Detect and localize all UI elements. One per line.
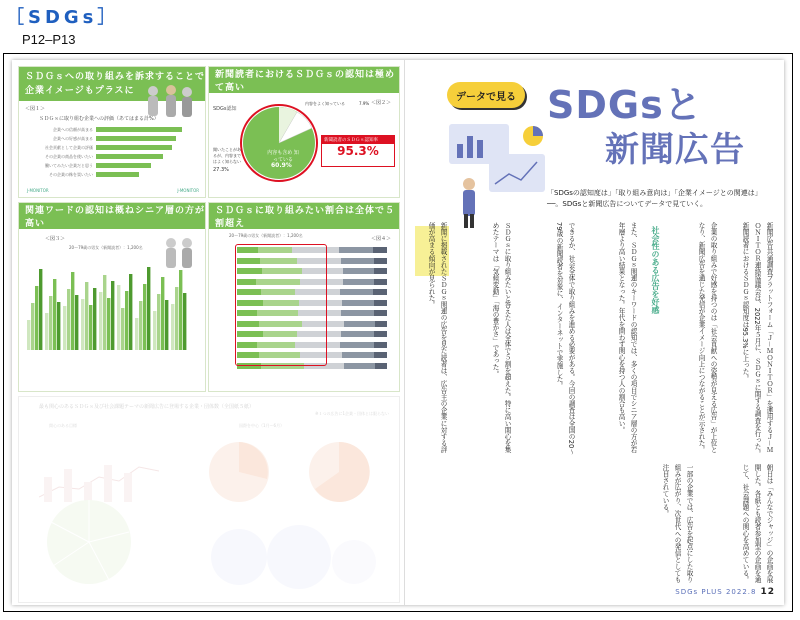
column-bar [135, 318, 138, 350]
bar-row [23, 172, 139, 177]
stacked-segment [374, 268, 387, 274]
bar [96, 163, 151, 168]
stacked-segment [374, 310, 387, 316]
stacked-segment [374, 300, 387, 306]
stacked-segment [341, 331, 374, 337]
panel-willingness [208, 202, 400, 392]
stacked-segment [344, 321, 375, 327]
pie-label-small: 内容をよく知っている [305, 101, 345, 106]
column-bar [31, 303, 34, 350]
column-bar [103, 275, 106, 350]
chart-caption: 20〜79歳の男女（新聞読者）：1,200名 [229, 233, 303, 238]
figure-label: ＜図１＞ [25, 106, 46, 112]
stacked-segment [342, 300, 374, 306]
people-illustration [139, 81, 199, 121]
column-bar [171, 304, 174, 350]
right-page [404, 60, 784, 605]
bar [96, 154, 163, 159]
column-bar [35, 286, 38, 350]
panel-title: 関連ワードの認知は概ねシニア層の方が高い [25, 206, 206, 229]
stacked-segment [339, 247, 374, 253]
body-column-7: 朝日は「みんなでジャッジ」の企画を展開した。各紙とも読者参加型の企画を通じて、社会課題への関心を高めている。 [741, 464, 773, 583]
stacked-segment [340, 342, 374, 348]
bar-row [23, 163, 151, 168]
stacked-segment [375, 321, 387, 327]
column-bar [49, 296, 52, 350]
column-bar [39, 269, 42, 350]
panel-title: 新聞読者におけるＳＤＧｓの認知は極めて高い [215, 70, 396, 93]
pie-value-small: 7.9% [359, 101, 370, 106]
panel-title-line1: ＳＤＧｓへの取り組みを訴求することで [25, 72, 206, 82]
bar-label: その企業の商品を使いたい [45, 153, 93, 159]
pie-label-other: 聞いたことがあるが、内容まではよく知らない [213, 147, 241, 164]
stacked-segment [375, 363, 387, 369]
figure-label: ＜図３＞ [45, 236, 66, 242]
callout-label: 新聞読者のＳＤＧｓ認知率 [322, 136, 394, 144]
column-bar [161, 277, 164, 350]
stacked-segment [374, 279, 387, 285]
column-bar [157, 294, 160, 350]
data-badge: データで見る [447, 82, 525, 108]
body-column-6: 新聞に掲載されたＳＤＧｓ関連の広告を見た読者は、広告主の企業に対する評価が高まる傾向が見られた。 [427, 222, 447, 453]
column-bar [179, 270, 182, 350]
bar-label: 企業への信頼が高まる [53, 126, 93, 132]
awareness-callout [321, 135, 395, 167]
fade-overlay [19, 397, 399, 602]
body-column-3: また、ＳＤＧｓ関連のキーワードの認知では、多くの項目でシニア層の方が若年層より高い結果となった。年代を問わず関心を持つ人の割合も高い。 [617, 222, 637, 453]
page-range: P12–P13 [22, 32, 76, 47]
stacked-segment [344, 363, 374, 369]
section-title: ［SDGs］ [6, 7, 120, 28]
column-bar [89, 305, 92, 350]
column-bar [111, 281, 114, 350]
stacked-segment [374, 258, 387, 264]
chart-caption: 20〜79歳の男女（新聞読者）：1,200名 [69, 245, 143, 250]
figure-label: ＜図２＞ [370, 100, 391, 106]
headline-line2: 新聞広告 [605, 130, 745, 170]
column-bar [53, 279, 56, 350]
page-number: 12 [760, 587, 775, 597]
column-bar [99, 292, 102, 350]
chart-caption: ＳＤＧｓに取り組む企業への評価（あてはまる計%） [39, 116, 159, 122]
column-bar [27, 320, 30, 350]
body-column-5: ＳＤＧｓに取り組みたいと答えた人は全体で５割を超えた。特に高い関心を集めたテーマは「気候変動」「海の豊かさ」であった。 [491, 222, 511, 453]
panel-header [209, 203, 399, 229]
bar-row [23, 127, 182, 132]
stacked-segment [341, 258, 374, 264]
highlight-box [235, 244, 327, 366]
stacked-bar-chart [217, 247, 393, 377]
figure-label: ＜図４＞ [370, 236, 391, 242]
bar [96, 172, 139, 177]
footer-logo-right: J-MONITOR [177, 188, 199, 193]
pie-value-other: 27.3% [213, 167, 229, 173]
side-label: SDGs認知 [213, 106, 237, 112]
stacked-segment [340, 289, 374, 295]
left-page [12, 60, 404, 605]
bar-label: 社会貢献として企業の評価 [45, 144, 93, 150]
column-bar [143, 284, 146, 350]
page-footer [675, 587, 775, 597]
column-bar [125, 291, 128, 350]
body-column-1: 新聞広告共通調査プラットフォーム「Ｊ－ＭＯＮＩＴＯＲ」を運用するＪ－ＭＯＮＩＴＯＲ連絡協議会は、2022年５月に、ＳＤＧｓに関する調査を行った。新聞読者におけるＳＤＧｓ認知度は95.3%に上った。 [741, 222, 773, 457]
column-bar [175, 287, 178, 350]
panel-header [209, 67, 399, 93]
column-bar [183, 293, 186, 350]
column-bar [147, 267, 150, 350]
column-bar [107, 298, 110, 350]
section-heading: 社会性のある広告を好感 [651, 226, 660, 314]
bar-label: 企業への好感が高まる [53, 135, 93, 141]
magazine-spread [12, 60, 784, 605]
panel-related-words [18, 202, 206, 392]
column-bar [85, 282, 88, 350]
column-bar [139, 301, 142, 350]
panel-header [19, 203, 205, 229]
panel-ad-companies [18, 396, 400, 603]
stacked-segment [374, 331, 387, 337]
column-bar [63, 306, 66, 350]
stacked-segment [374, 342, 387, 348]
body-column-2: 企業の取り組みで好感を持つのは「社会貢献への姿勢が見える広告」が上位となり、新聞広告を通じた発信が企業イメージ向上につながることが示された。 [697, 222, 717, 453]
panel-title: ＳＤＧｓに取り組みたい割合は全体で５割超え [215, 206, 396, 229]
stacked-segment [343, 279, 375, 285]
column-bar [81, 299, 84, 350]
column-bar [57, 302, 60, 350]
pie-value-main: 60.9% [271, 162, 292, 169]
body-column-8: 一部の企業では、広告を起点にした取り組みが広がり、次世代への発信としても注目されている。 [661, 464, 693, 583]
stacked-segment [341, 310, 374, 316]
panel-sdgs-awareness [208, 66, 400, 198]
bar [96, 127, 182, 132]
column-bar [93, 288, 96, 350]
bar-row [23, 136, 176, 141]
bar-label: 働いてみたい企業だと思う [45, 162, 93, 168]
column-bar [45, 313, 48, 350]
bar-label: その企業の株を買いたい [49, 171, 93, 177]
pie-label-main: 内容も含め 知っている [267, 150, 299, 163]
callout-value: 95.3% [337, 144, 379, 158]
lead-text: 「SDGsの認知度は」「取り組み意向は」「企業イメージとの関連は」──。SDGsと新聞広告についてデータで見ていく。 [547, 189, 762, 208]
bar-row [23, 154, 163, 159]
preview-frame [3, 53, 793, 612]
stacked-segment [374, 352, 387, 358]
column-bar [153, 311, 156, 350]
column-bar [67, 289, 70, 350]
data-analyst-illustration [429, 114, 559, 232]
awareness-pie-chart [239, 103, 319, 183]
bar-chart [23, 127, 201, 187]
column-bar [75, 295, 78, 350]
footer-logo-left: J-MONITOR [27, 188, 49, 193]
bar-row [23, 145, 172, 150]
stacked-segment [373, 289, 387, 295]
column-bar [129, 274, 132, 350]
footer-label: SDGs PLUS 2022.8 [675, 588, 757, 596]
panel-sdgs-image [18, 66, 206, 198]
panel-title-line2: 企業イメージもプラスに [25, 86, 135, 96]
headline-line1: SDGsと [547, 83, 703, 127]
column-bar [165, 300, 168, 350]
stacked-segment [373, 247, 387, 253]
couple-illustration [159, 235, 199, 271]
stacked-segment [342, 352, 374, 358]
column-bar [117, 285, 120, 350]
bar [96, 136, 176, 141]
body-column-4: できるか、社会全体で取り組みを進める必要がある。今回の調査は全国の20〜79歳の新聞読者を対象に、インターネットで実施した。 [555, 222, 575, 455]
stacked-segment [343, 268, 374, 274]
bar [96, 145, 172, 150]
column-bar [71, 272, 74, 350]
column-bar [121, 308, 124, 350]
